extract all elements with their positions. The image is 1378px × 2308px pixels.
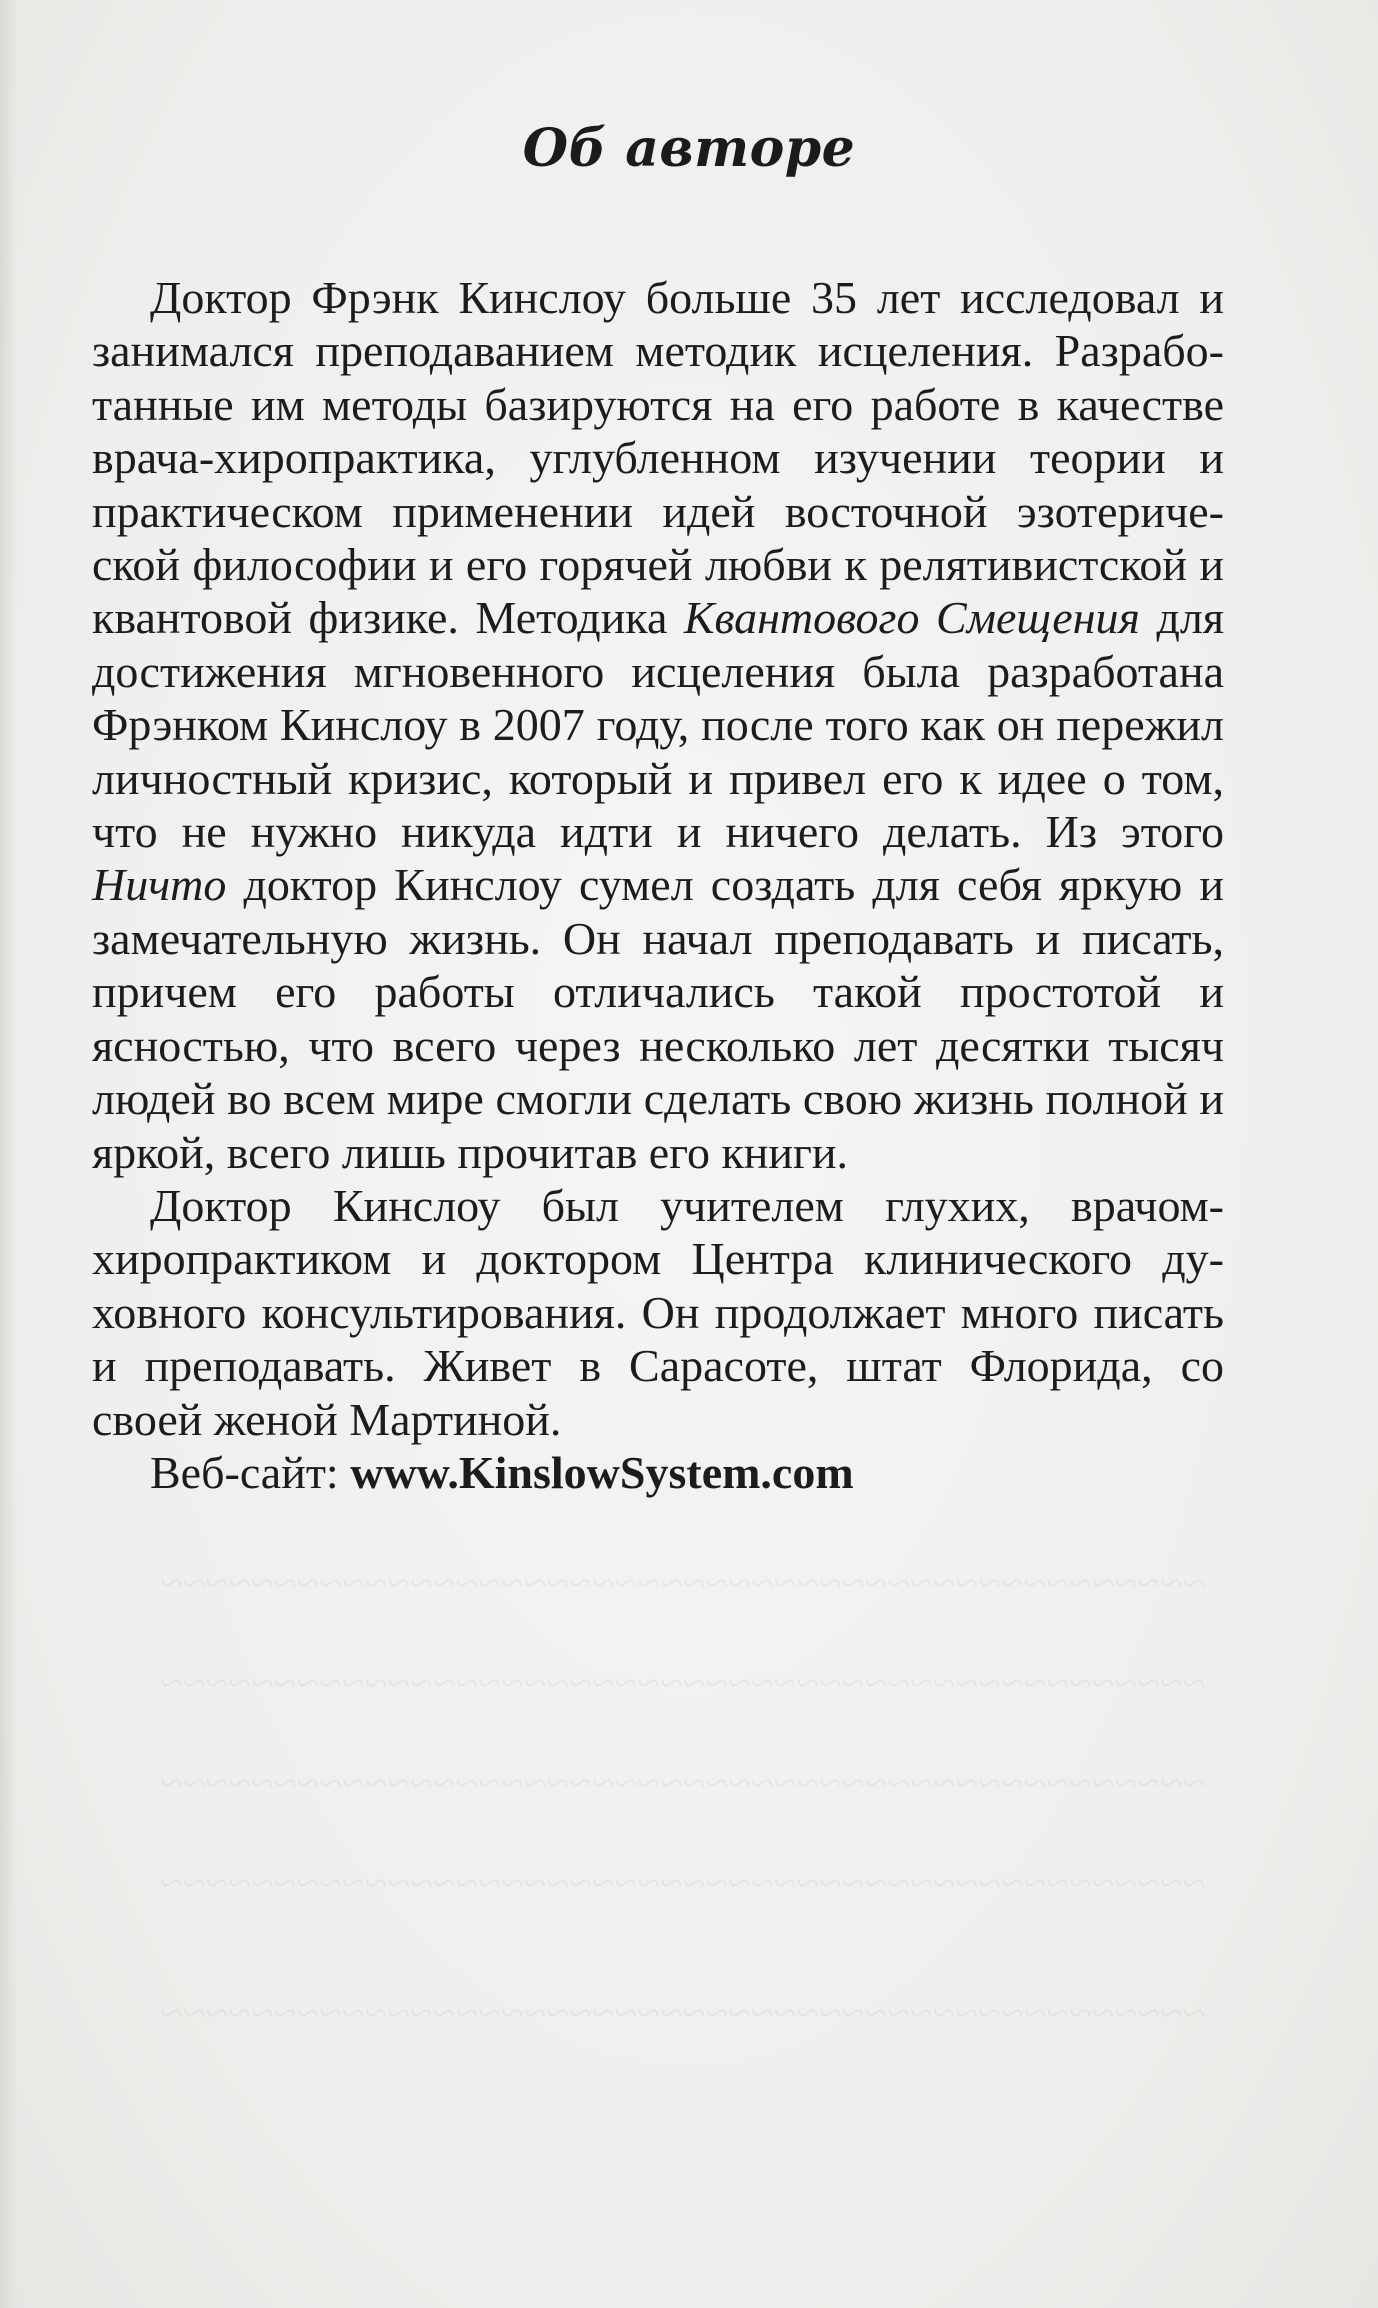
- italic-term: Ничто: [92, 859, 227, 911]
- website-line: [92, 1446, 1224, 1499]
- page-title: Об авторе: [522, 118, 856, 179]
- page-edge-shadow: [0, 0, 18, 2308]
- website-label: Веб-сайт:: [150, 1446, 351, 1498]
- show-through-text: [160, 1760, 1205, 1808]
- website-url: www.KinslowSystem.com: [350, 1446, 854, 1498]
- paragraph-text: для достижения мгновенного исцеления была разработана Фрэнком Кинслоу в 2007 году, после того как он пережил личностный кризис, который и привел его к идее о том, что не нужно никуда идти и ничего делать. Из этого: [92, 592, 1224, 858]
- show-through-text: [160, 1660, 1205, 1708]
- italic-term: Квантового Смещения: [683, 592, 1140, 644]
- paragraph-career: Доктор Кинслоу был учителем глухих, врачом-хиропрактиком и доктором Центра клинического духовного консультирования. Он продолжает много писать и преподавать. Живет в Сарасоте, штат Флорида, со своей женой Мартиной.: [92, 1179, 1224, 1445]
- show-through-text: [160, 1560, 1205, 1608]
- show-through-text: [160, 1990, 1205, 2038]
- paragraph-text: доктор Кинслоу сумел создать для себя яркую и замечательную жизнь. Он начал преподавать и писать, причем его работы отличались такой простотой и ясностью, что всего через несколько лет десятки тысяч людей во всем мире смогли сделать свою жизнь полной и яркой, всего лишь прочитав его книги.: [92, 859, 1224, 1178]
- paragraph-biography: [92, 271, 1224, 1179]
- paragraph-text: Доктор Фрэнк Кинслоу больше 35 лет исследовал и занимался преподаванием методик исцеления. Разработанные им методы базируются на его работе в качестве врача-хиропрактика, углубленном изучении теории и практическом применении идей восточной эзотерической философии и его горячей любви к релятивистской и квантовой физике. Методика: [92, 272, 1224, 644]
- body-text: [92, 271, 1224, 1499]
- show-through-text: [160, 1860, 1205, 1908]
